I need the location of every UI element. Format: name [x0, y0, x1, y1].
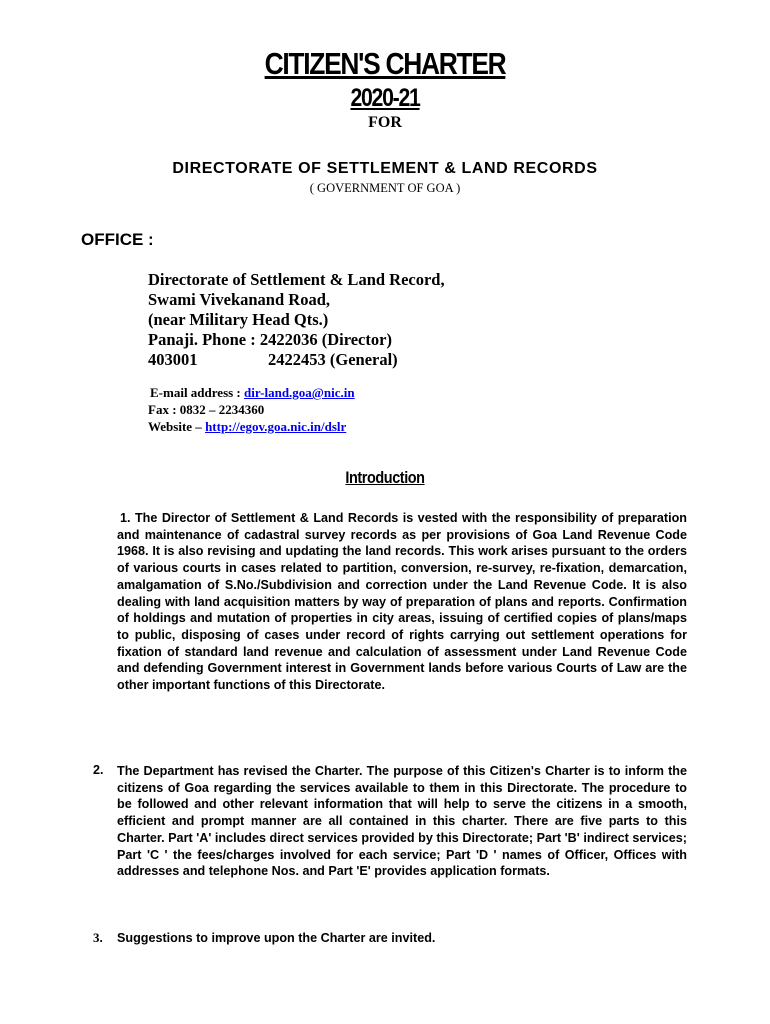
website-label: Website –: [148, 419, 206, 434]
website-line: [148, 418, 346, 435]
paragraph-3-text: Suggestions to improve upon the Charter are invited.: [117, 931, 436, 945]
paragraph-2-number: 2.: [93, 763, 104, 777]
pincode: 403001: [148, 350, 198, 369]
email-link[interactable]: dir-land.goa@nic.in: [244, 385, 355, 400]
paragraph-2-text: The Department has revised the Charter. The purpose of this Citizen's Charter is to inform the citizens of Goa regarding the services available to them in this Directorate. The procedure to be followed and other relevant information that will help to serve the citizens in a smooth, efficient and prompt manner are all contained in this charter. There are five parts to this Charter. Part 'A' includes direct services provided by this Directorate; Part 'B' indirect services; Part 'C ' the fees/charges involved for each service; Part 'D ' names of Officer, Offices with addresses and telephone Nos. and Part 'E' provides application formats.: [117, 764, 687, 879]
government-label: ( GOVERNMENT OF GOA ): [309, 181, 461, 195]
paragraph-1-number: 1.: [120, 511, 131, 525]
introduction-heading: Introduction: [345, 468, 425, 487]
paragraph-1: [117, 510, 687, 694]
website-link[interactable]: http://egov.goa.nic.in/dslr: [205, 419, 347, 434]
document-year: 2020-21: [350, 84, 420, 112]
fax-line: Fax : 0832 – 2234360: [148, 402, 265, 417]
paragraph-1-text: The Director of Settlement & Land Records is vested with the responsibility of preparation and maintenance of cadastral survey records as per provisions of Goa Land Revenue Code 1968. It is also revising and updating the land records. This work arises pursuant to the orders of various courts in cases related to partition, conversion, re-survey, re-fixation, demarcation, amalgamation of S.No./Subdivision and correction under the Land Revenue Code. It is also dealing with land acquisition matters by way of preparation of plans and reports. Confirmation of holdings and mutation of properties in city areas, issuing of certified copies of plans/maps to public, disposing of cases under record of rights carrying out settlement operations for fixation of standard land revenue and calculation of assessment under Land Revenue Code and defending Government interest in Government lands before various Courts of Law are the other important functions of this Directorate.: [117, 511, 688, 693]
phone-general: 2422453 (General): [268, 350, 398, 369]
directorate-name: DIRECTORATE OF SETTLEMENT & LAND RECORDS: [172, 160, 598, 177]
email-line: [148, 384, 355, 401]
for-label: FOR: [368, 114, 402, 131]
office-label: OFFICE :: [81, 230, 154, 249]
address-line-1: Directorate of Settlement & Land Record,: [148, 270, 445, 289]
address-line-2: Swami Vivekanand Road,: [148, 290, 331, 309]
email-label: E-mail address :: [150, 385, 245, 400]
address-line-4: Panaji. Phone : 2422036 (Director): [148, 330, 392, 349]
paragraph-3-number: 3.: [93, 930, 103, 945]
document-title: CITIZEN'S CHARTER: [264, 46, 506, 81]
address-line-3: (near Military Head Qts.): [148, 310, 329, 329]
